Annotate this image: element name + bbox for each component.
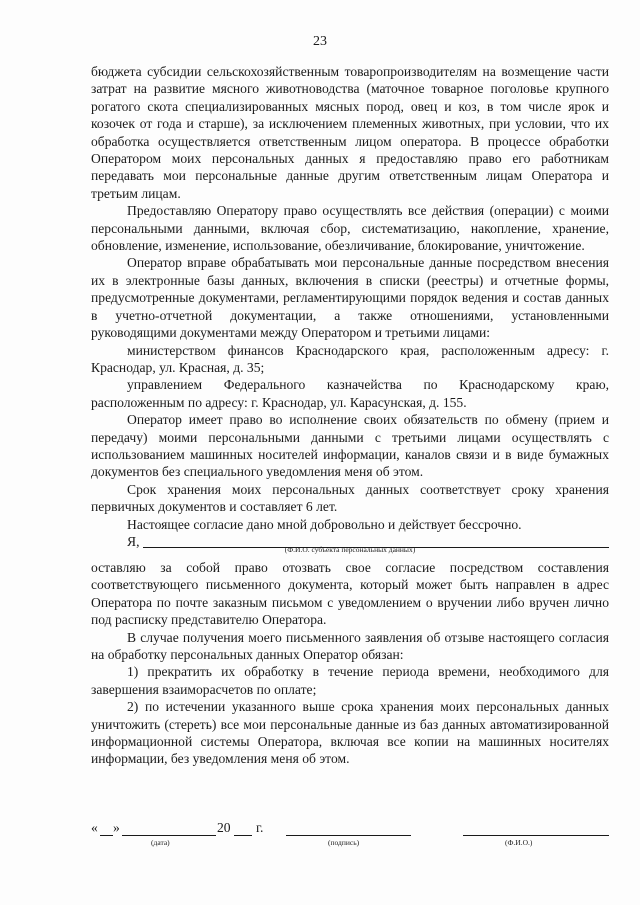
paragraph-10: В случае получения моего письменного заявления об отзыве настоящего согласия на обработку персональных данных Оператор обязан: [91,629,609,662]
signature-caption: (подпись) [328,838,360,847]
paragraph-8: Настоящее согласие дано мной добровольно и действует бессрочно. [127,516,522,532]
paragraph-1: бюджета субсидии сельскохозяйственным товаропроизводителям на возмещение части затрат на развитие мясного животноводства (маточное товарное поголовье крупного рогатого скота специализированных мясных пород, овец и коз, в том числе ярок и козочек от года и старше), за исключением племенных животных, при условии, что их обработка осуществляется ответственным лицом оператора. В процессе обработки Оператором моих персональных данных я предоставляю право его работникам передавать мои персональные данные другим ответственным лицам Оператора и третьим лицам. [91,64,609,201]
month-blank[interactable] [122,835,216,836]
date-caption: (дата) [151,838,170,847]
signature-prefix: Я, [127,533,140,549]
paragraph-2: Предоставляю Оператору право осуществлять все действия (операции) с моими персональными данными, включая сбор, систематизацию, накопление, хранение, обновление, изменение, использование, обезличивание, блокирование, уничтожение. [91,203,609,254]
paragraph-4: министерством финансов Краснодарского края, расположенным адресу: г. Краснодар, ул. Красная, д. 35; [91,342,609,375]
fio-blank[interactable] [463,835,609,836]
fio-caption: (Ф.И.О.) [505,838,533,847]
year-blank[interactable] [234,835,252,836]
signature-footer [91,820,609,860]
signature-blank[interactable] [286,835,411,836]
year-prefix: 20 [217,820,231,835]
subject-name-caption: (Ф.И.О. субъекта персональных данных) [284,544,416,554]
paragraph-3: Оператор вправе обрабатывать мои персональные данные посредством внесения их в электронные базы данных, включения в списки (реестры) и отчетные формы, предусмотренные документами, регламентирующими порядок ведения и состав данных в учетно-отчетной документации, а также отношениями, установленными руководящими документами между Оператором и третьими лицами: [91,255,609,341]
quote-close: » [113,820,120,835]
document-body [91,63,609,768]
paragraph-5: управлением Федерального казначейства по Краснодарскому краю, расположенным по адресу: г. Краснодар, ул. Карасунская, д. 155. [91,377,609,410]
paragraph-7: Срок хранения моих персональных данных соответствует сроку хранения первичных документов и составляет 6 лет. [91,481,609,515]
subject-signature-line [91,533,609,559]
paragraph-9: оставляю за собой право отозвать свое согласие посредством составления соответствующего письменного документа, который может быть направлен в адрес Оператора по почте заказным письмом с уведомлением о вручении либо вручен лично под расписку представителю Оператора. [91,559,609,628]
page-number: 23 [313,34,327,49]
paragraph-11: 1) прекратить их обработку в течение периода времени, необходимого для завершения взаиморасчетов по оплате; [91,664,609,697]
paragraph-12: 2) по истечении указанного выше срока хранения моих персональных данных уничтожить (стереть) все мои персональные данные из баз данных автоматизированной информационной системы Оператора, включая все копии на машинных носителях информации, без уведомления меня об этом. [91,699,609,767]
paragraph-6: Оператор имеет право во исполнение своих обязательств по обмену (прием и передачу) моими персональными данными с третьими лицами осуществлять с использованием машинных носителей информации, каналов связи и в виде бумажных документов без специального уведомления меня об этом. [91,412,609,480]
day-blank[interactable] [100,835,113,836]
year-suffix: г. [256,820,264,835]
quote-open: « [91,820,98,835]
